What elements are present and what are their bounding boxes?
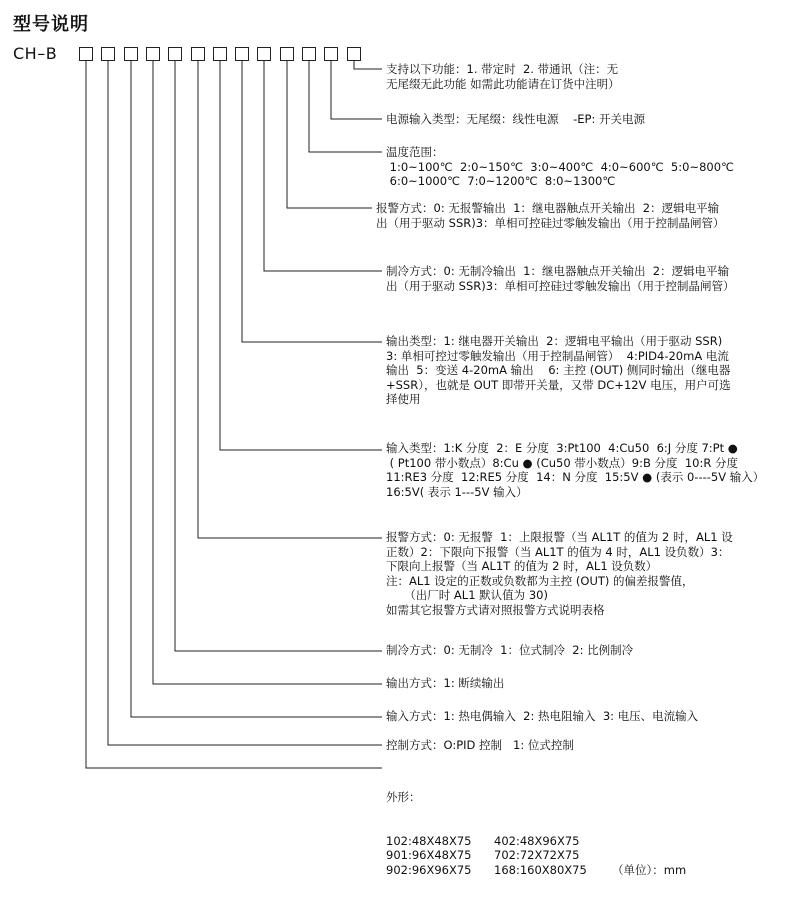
input-type-detail-line: 11:RE3 分度 12:RE5 分度 14：N 分度 15:5V ● (表示 0----5V 输入） <box>386 470 765 484</box>
code-box-2 <box>101 47 115 61</box>
leader-line-6 <box>198 61 382 538</box>
code-box-9 <box>257 47 271 61</box>
input-mode <box>386 709 698 724</box>
shape-cell: （单位）：mm <box>612 862 687 877</box>
shape-cell: 168:160X80X75 <box>494 862 587 877</box>
cooling-mode-1 <box>386 643 633 658</box>
temperature-range <box>386 145 734 189</box>
temperature-range-line: 1:0~100℃ 2:0~150℃ 3:0~400℃ 4:0~600℃ 5:0~800℃ <box>386 159 734 174</box>
output-mode <box>386 676 504 691</box>
temperature-range-line: 温度范围： <box>386 145 444 159</box>
alarm-mode-2-line: 出（用于驱动 SSR)3：单相可控硅过零触发输出（用于控制晶闸管） <box>376 215 725 230</box>
cooling-mode-1-line: 制冷方式：0: 无制冷 1：位式制冷 2: 比例制冷 <box>386 643 634 657</box>
shape-label: 外形： <box>386 790 421 804</box>
alarm-mode-1-line: 下限向上报警（当 AL1T 的值为 2 时，AL1 设负数） <box>386 559 658 573</box>
cooling-mode-2-line: 出（用于驱动 SSR)3：单相可控硅过零触发输出（用于控制晶闸管） <box>386 278 735 293</box>
code-box-10 <box>280 47 294 61</box>
shape-cell: 402:48X96X75 <box>494 833 580 848</box>
support-functions-line: 无尾缀无此功能 如需此功能请在订货中注明） <box>386 76 620 91</box>
control-mode-line: 控制方式：O:PID 控制 1: 位式控制 <box>386 738 574 752</box>
power-input-type-line: 电源输入类型：无尾缀：线性电源 -EP: 开关电源 <box>386 112 646 126</box>
leader-line-10 <box>287 61 372 208</box>
alarm-mode-1-line: 注：AL1 设定的正数或负数都为主控 (OUT) 的偏差报警值， <box>386 573 694 588</box>
input-mode-line: 输入方式：1: 热电偶输入 2: 热电阻输入 3: 电压、电流输入 <box>386 709 699 723</box>
alarm-mode-1-line: 如需其它报警方式请对照报警方式说明表格 <box>386 602 605 617</box>
code-box-1 <box>79 47 93 61</box>
alarm-mode-2 <box>376 201 725 230</box>
shape-cell <box>604 848 732 863</box>
output-type-line: 输出 5：变送 4-20mA 输出 6: 主控 (OUT) 侧同时输出（继电器 <box>386 363 731 377</box>
alarm-mode-1-line: （出厂时 AL1 默认值为 30) <box>386 588 548 602</box>
code-box-4 <box>146 47 160 61</box>
model-prefix: CH–B <box>13 44 58 63</box>
input-type-detail-line: ( Pt100 带小数点）8:Cu ● (Cu50 带小数点）9:B 分度 10:R 分度 <box>386 455 738 470</box>
alarm-mode-1 <box>386 530 733 617</box>
temperature-range-line: 6:0~1000℃ 7:0~1200℃ 8:0~1300℃ <box>386 174 616 188</box>
shape-table <box>386 834 732 878</box>
output-type-line: +SSR），也就是 OUT 即带开关量，又带 DC+12V 电压，用户可选 <box>386 377 731 392</box>
leader-line-2 <box>108 61 382 745</box>
output-type-line: 3: 单相可控过零触发输出（用于控制晶闸管） 4:PID4-20mA 电流 <box>386 348 729 363</box>
code-box-11 <box>302 47 316 61</box>
leader-line-11 <box>309 61 382 152</box>
leader-line-12 <box>331 61 382 119</box>
code-box-7 <box>213 47 227 61</box>
support-functions <box>386 62 620 91</box>
shape-row <box>386 863 732 878</box>
alarm-mode-2-line: 报警方式：0: 无报警输出 1：继电器触点开关输出 2：逻辑电平输 <box>376 201 720 215</box>
shape-row <box>386 834 732 849</box>
output-mode-line: 输出方式：1: 断续输出 <box>386 676 505 690</box>
leader-line-8 <box>242 61 382 342</box>
input-type-detail-line: 输入类型：1:K 分度 2：E 分度 3:Pt100 4:Cu50 6:J 分度 7:Pt ● <box>386 441 738 455</box>
shape-row <box>386 848 732 863</box>
output-type-line: 择使用 <box>386 392 421 406</box>
control-mode <box>386 738 574 753</box>
shape-cell <box>604 834 732 849</box>
leader-line-3 <box>131 61 382 717</box>
leader-line-9 <box>264 61 382 271</box>
leader-line-5 <box>175 61 382 651</box>
alarm-mode-1-line: 报警方式：0: 无报警 1：上限报警（当 AL1T 的值为 2 时，AL1 设 <box>386 530 733 544</box>
shape-cell: 102:48X48X75 <box>386 833 472 848</box>
shape-description <box>386 761 732 906</box>
code-box-8 <box>235 47 249 61</box>
shape-cell: 902:96X96X75 <box>386 862 472 877</box>
code-box-6 <box>191 47 205 61</box>
code-box-5 <box>168 47 182 61</box>
code-box-13 <box>347 47 361 61</box>
support-functions-line: 支持以下功能：1. 带定时 2. 带通讯（注：无 <box>386 62 619 76</box>
alarm-mode-1-line: 正数）2：下限向下报警（当 AL1T 的值为 4 时，AL1 设负数）3： <box>386 544 730 559</box>
cooling-mode-2-line: 制冷方式：0: 无制冷输出 1：继电器触点开关输出 2：逻辑电平输 <box>386 264 730 278</box>
output-type-line: 输出类型：1: 继电器开关输出 2：逻辑电平输出（用于驱动 SSR) <box>386 334 723 348</box>
cooling-mode-2 <box>386 264 735 293</box>
leader-line-7 <box>220 61 382 450</box>
output-type <box>386 334 731 407</box>
leader-line-1 <box>86 61 382 768</box>
input-type-detail-line: 16:5V( 表示 1---5V 输入） <box>386 484 528 499</box>
input-type-detail <box>386 441 764 499</box>
leader-line-13 <box>354 61 382 69</box>
code-box-3 <box>124 47 138 61</box>
code-box-12 <box>324 47 338 61</box>
power-input-type <box>386 112 645 127</box>
page-title: 型号说明 <box>13 14 89 35</box>
shape-cell: 901:96X48X75 <box>386 848 472 862</box>
leader-line-4 <box>153 61 382 684</box>
shape-cell: 702:72X72X75 <box>494 848 580 862</box>
